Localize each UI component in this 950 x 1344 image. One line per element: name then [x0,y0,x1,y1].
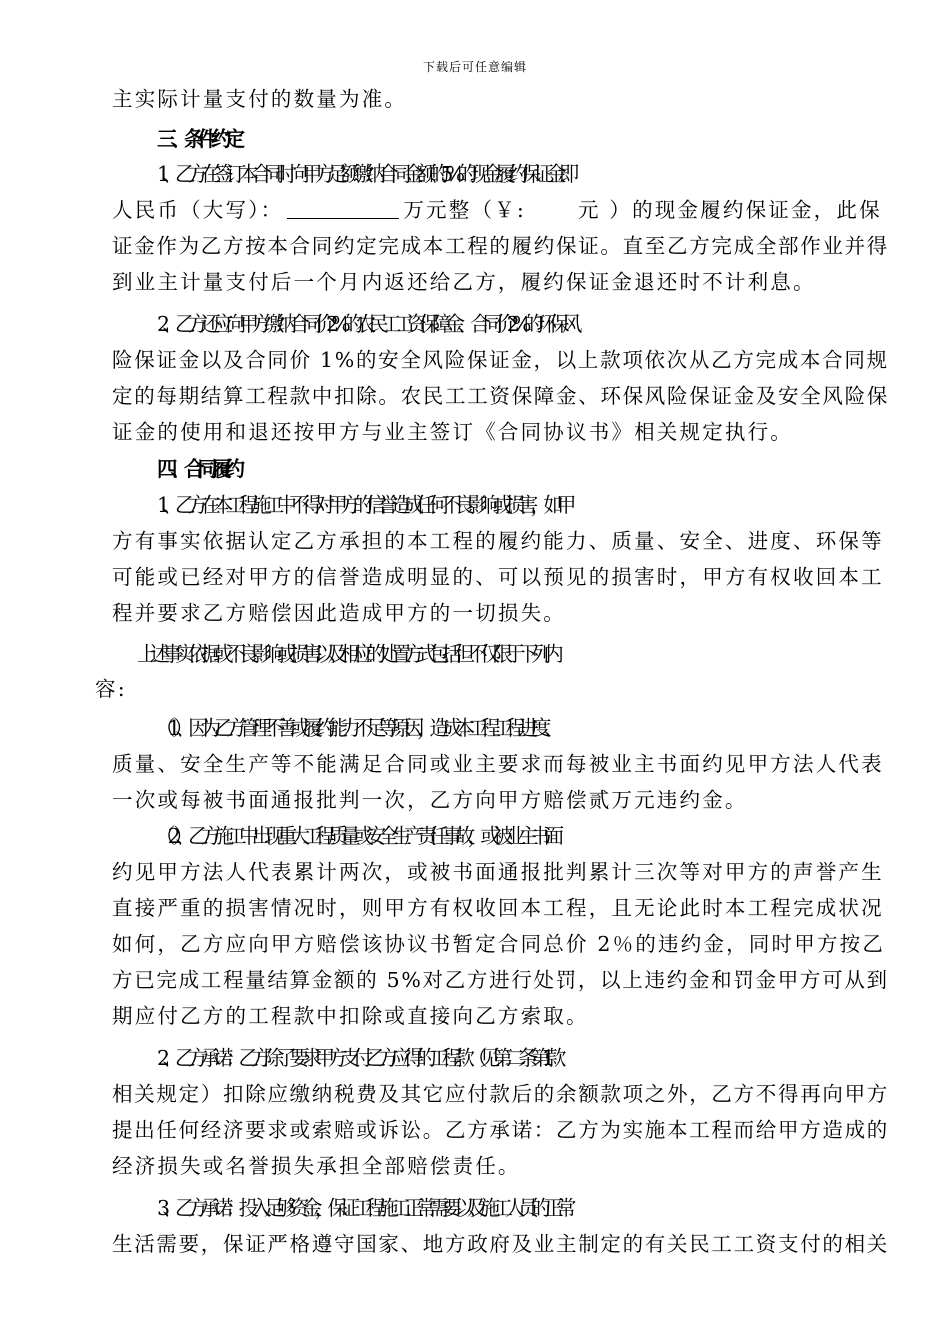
section-heading: 三、条件约定 [157,127,238,151]
text-line: 到业主计量支付后一个月内返还给乙方，履约保证金退还时不计利息。 [112,270,816,294]
section-heading: 四、合同履约 [157,457,238,481]
text-line: 证金的使用和退还按甲方与业主签订《合同协议书》相关规定执行。 [112,420,793,444]
text-line: 证金作为乙方按本合同约定完成本工程的履约保证。直至乙方完成全部作业并得 [112,234,889,258]
text-line: 2、乙方承诺：乙方除了要求甲方支付乙方应得的工程款（见第二条第 1 款 [157,1046,559,1070]
text-line: 质量、安全生产等不能满足合同或业主要求而每被业主书面约见甲方法人代表 [112,752,884,776]
text-line: 相关规定）扣除应缴纳税费及其它应付款后的余额款项之外，乙方不得再向甲方 [112,1082,889,1106]
text-line: 1、乙方在本工程施工中不得对甲方的信誉造成任何不良影响或损害，如甲 [157,493,569,517]
text-line: 1、乙方在签订本合同时向甲方足额缴纳合同金额的 5%的现金履约保证金即 [157,162,572,186]
amount-label: 人民币（大写）： [112,198,284,222]
text-line: 2、乙方还应向甲方缴纳合同价 2%的农民工工资保障金、合同价 2%的环保风 [157,312,575,336]
text-line: 经济损失或名誉损失承担全部赔偿责任。 [112,1154,521,1178]
text-line: 方有事实依据认定乙方承担的本工程的履约能力、质量、安全、进度、环保等 [112,529,884,553]
text-line: 提出任何经济要求或索赔或诉讼。乙方承诺：乙方为实施本工程而给甲方造成的 [112,1118,889,1142]
text-line: 定的每期结算工程款中扣除。农民工工资保障金、环保风险保证金及安全风险保 [112,384,889,408]
text-line: 方已完成工程量结算金额的 5%对乙方进行处罚，以上违约金和罚金甲方可从到 [112,968,889,992]
text-line: （1）、因为乙方管理不善或履约能力不足等原因，造成本工程工程进度、 [155,716,557,740]
amount-unit: 万元整（￥: [403,198,526,222]
text-line: 3、乙方承诺：投入足够资金，保证工程施工正常需要以及施工人员的正常 [157,1196,569,1220]
text-line: 上述事实依据或不良影响或损害以及相应的处置方式包括但不仅限于下列内 [137,642,557,666]
text-line: 主实际计量支付的数量为准。 [112,87,408,111]
text-line: 如何，乙方应向甲方赔偿该协议书暂定合同总价 2％的违约金，同时甲方按乙 [112,932,886,956]
text-line: 生活需要，保证严格遵守国家、地方政府及业主制定的有关民工工资支付的相关 [112,1232,889,1256]
amount-yuan: 元 ）的现金履约保证金，此保 [577,198,882,222]
text-line: 期应付乙方的工程款中扣除或直接向乙方索取。 [112,1004,589,1028]
amount-blank [287,198,399,219]
text-line: 直接严重的损害情况时，则甲方有权收回本工程，且无论此时本工程完成状况 [112,896,884,920]
text-line: 约见甲方法人代表累计两次，或被书面通报批判累计三次等对甲方的声誉产生 [112,860,884,884]
text-line-with-blank [112,194,892,227]
text-line: 一次或每被书面通报批判一次，乙方向甲方赔偿贰万元违约金。 [112,788,748,812]
page-header: 下载后可任意编辑 [422,60,527,74]
text-line: 可能或已经对甲方的信誉造成明显的、可以预见的损害时，甲方有权收回本工 [112,565,884,589]
text-line: 程并要求乙方赔偿因此造成甲方的一切损失。 [112,601,566,625]
text-line: 险保证金以及合同价 1%的安全风险保证金，以上款项依次从乙方完成本合同规 [112,348,889,372]
text-line: （2）、乙方施工中出现重大工程质量或安全生产责任事故，或被业主书面 [155,824,557,848]
text-line: 容: [95,677,127,701]
